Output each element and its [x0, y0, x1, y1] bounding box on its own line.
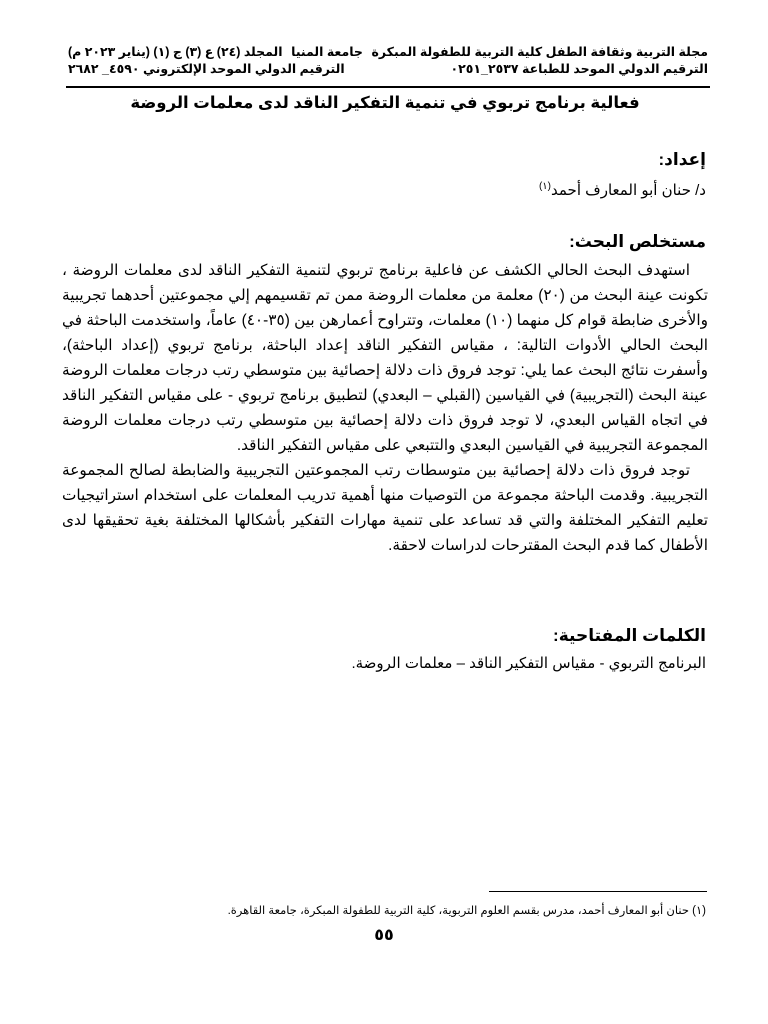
- print-issn: الترقيم الدولي الموحد للطباعة ٢٥٣٧_٠٢٥١: [450, 62, 708, 76]
- keywords-heading: الكلمات المفتاحية:: [553, 626, 706, 645]
- abstract-paragraph-1: استهدف البحث الحالي الكشف عن فاعلية برنامج تربوي لتنمية التفكير الناقد لدى معلمات الروضة ، تكونت عينة البحث من (٢٠) معلمة من معلمات الروضة ممن تم تقسيمهم إلي مجموعتين أحدهما تجريبية والأخرى ضابطة قوام كل منهما (١٠) معلمات، وتتراوح أعمارهن بين (٣٥-٤٠) عاماً، واستخدمت الباحثة في البحث الحالي الأدوات التالية: ، مقياس التفكير الناقد إعداد الباحثة، برنامج تربوي (إعداد الباحثة)، وأسفرت نتائج البحث عما يلي: توجد فروق ذات دلالة إحصائية بين متوسطي رتب درجات معلمات الروضة عينة البحث (التجريبية) في القياسين (القبلي – البعدي) لتطبيق برنامج تربوي - على مقياس التفكير الناقد في اتجاه القياس البعدي، لا توجد فروق ذات دلالة إحصائية بين متوسطي رتب درجات معلمات الروضة المجموعة التجريبية في القياسين البعدي والتتبعي على مقياس التفكير الناقد.: [62, 262, 708, 454]
- abstract-body: [62, 258, 708, 558]
- paper-title: فعالية برنامج تربوي في تنمية التفكير الناقد لدى معلمات الروضة: [130, 94, 640, 112]
- footnote-divider: [489, 891, 707, 892]
- header-divider: [66, 86, 710, 88]
- keywords-text: البرنامج التربوي - مقياس التفكير الناقد – معلمات الروضة.: [351, 655, 706, 672]
- university-name: جامعة المنيا: [291, 45, 363, 59]
- volume-info: المجلد (٢٤) ع (٣) ج (١) (يناير ٢٠٢٣ م): [68, 45, 283, 59]
- author-footnote-marker: (١): [538, 181, 551, 192]
- page-number: ٥٥: [374, 927, 394, 944]
- journal-header: [68, 44, 708, 78]
- author-line: [539, 176, 706, 202]
- header-line-1: [68, 44, 708, 61]
- journal-name: مجلة التربية وثقافة الطفل كلية التربية للطفولة المبكرة: [371, 45, 708, 59]
- footnote-text: (١) حنان أبو المعارف أحمد، مدرس بقسم العلوم التربوية، كلية التربية للطفولة المبكرة، جامعة القاهرة.: [227, 905, 706, 917]
- author-name: د/ حنان أبو المعارف أحمد: [551, 182, 706, 199]
- online-issn: الترقيم الدولي الموحد الإلكتروني ٤٥٩٠_ ٢٦٨٢: [68, 62, 345, 76]
- header-line-2: [68, 61, 708, 78]
- preparation-heading: إعداد:: [658, 150, 706, 169]
- abstract-paragraph-2: توجد فروق ذات دلالة إحصائية بين متوسطات رتب المجموعتين التجريبية والضابطة لصالح المجموعة التجريبية. وقدمت الباحثة مجموعة من التوصيات منها أهمية تدريب المعلمات على استخدام استراتيجيات تعليم التفكير المختلفة والتي قد تساعد على تنمية مهارات التفكير بأشكالها المختلفة بغية تحقيقها لدى الأطفال كما قدم البحث المقترحات لدراسات لاحقة.: [62, 462, 708, 554]
- abstract-heading: مستخلص البحث:: [569, 232, 706, 251]
